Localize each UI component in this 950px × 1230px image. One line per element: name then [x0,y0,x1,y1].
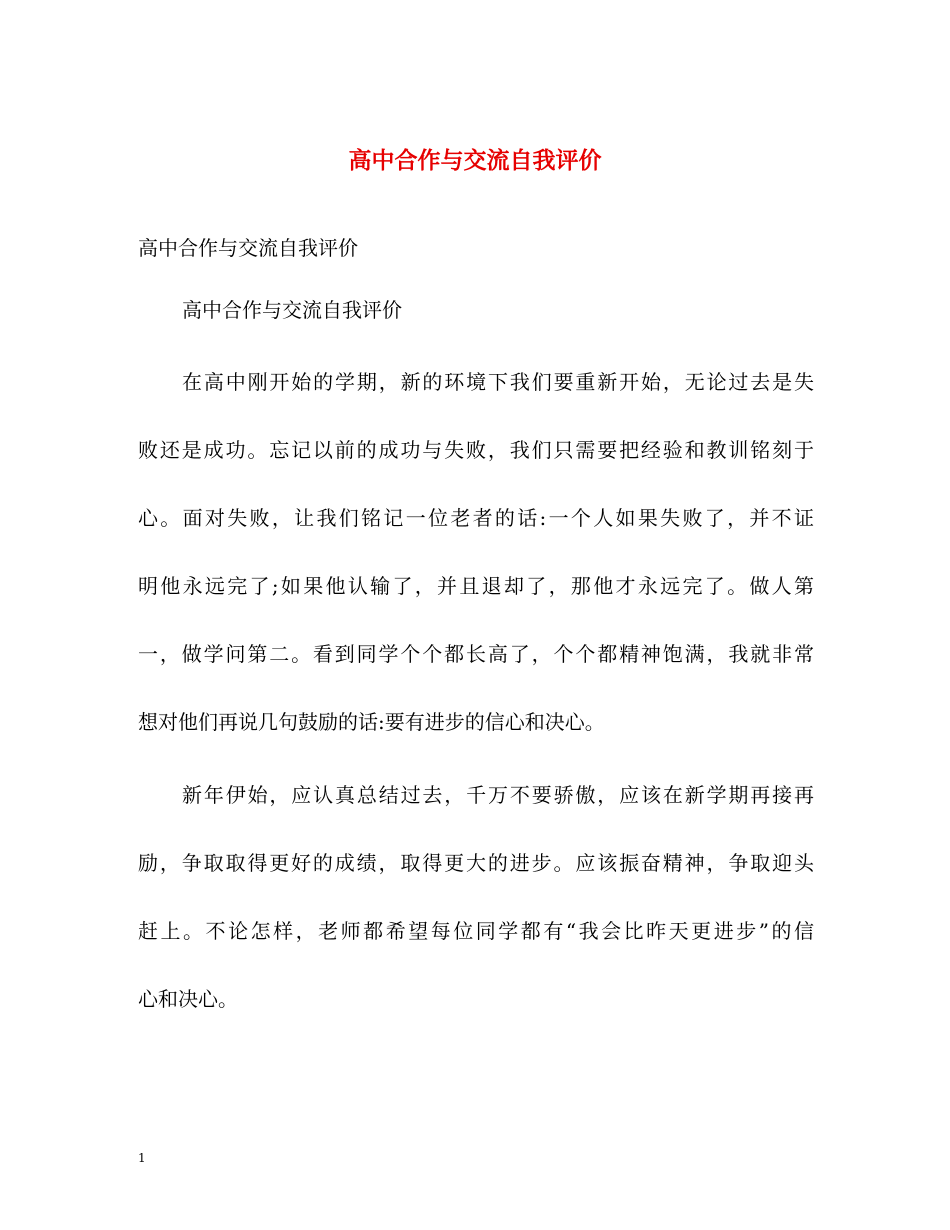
paragraph-1-line: 明他永远完了;如果他认输了，并且退却了，那他才永远完了。做人第 [138,574,814,598]
paragraph-2 [138,761,814,1033]
document-body [138,228,814,1033]
paragraph-2-line: 赶上。不论怎样，老师都希望每位同学都有“我会比昨天更进步”的信 [138,919,814,943]
page-number: 1 [138,1151,146,1165]
subheading-line-1: 高中合作与交流自我评价 [138,236,358,260]
paragraph-1-line: 败还是成功。忘记以前的成功与失败，我们只需要把经验和教训铭刻于 [138,438,814,462]
paragraph-2-line: 新年伊始，应认真总结过去，千万不要骄傲，应该在新学期再接再 [182,783,814,807]
paragraph-1-line: 在高中刚开始的学期，新的环境下我们要重新开始，无论过去是失 [182,370,814,394]
paragraph-1 [138,348,814,756]
paragraph-1-line: 心。面对失败，让我们铭记一位老者的话:一个人如果失败了，并不证 [138,506,814,530]
document-title: 高中合作与交流自我评价 [348,147,602,174]
paragraph-1-line: 想对他们再说几句鼓励的话:要有进步的信心和决心。 [138,710,605,734]
paragraph-2-line: 心和决心。 [138,987,238,1011]
paragraph-1-line: 一，做学问第二。看到同学个个都长高了，个个都精神饱满，我就非常 [138,642,814,666]
subheading-line-2: 高中合作与交流自我评价 [182,298,402,322]
paragraph-2-line: 励，争取取得更好的成绩，取得更大的进步。应该振奋精神，争取迎头 [138,851,814,875]
